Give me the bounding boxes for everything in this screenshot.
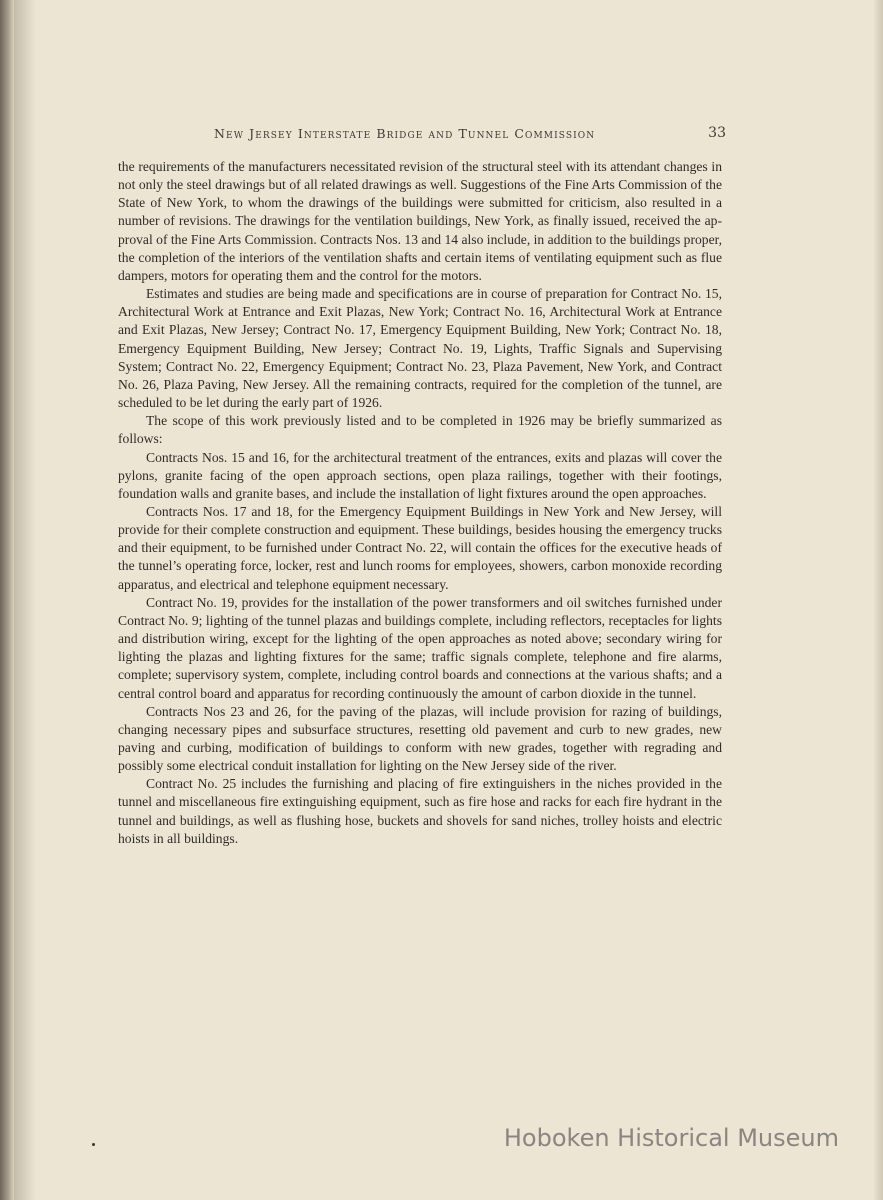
book-binding-edge xyxy=(0,0,14,1200)
page-right-edge xyxy=(873,0,883,1200)
running-title: New Jersey Interstate Bridge and Tunnel Commission xyxy=(214,126,596,141)
running-header xyxy=(118,126,726,148)
paragraph: The scope of this work previously listed and to be completed in 1926 may be briefly summarized as follows: xyxy=(118,413,722,447)
gutter-shadow xyxy=(14,0,36,1200)
paragraph: the requirements of the manufacturers necessitated revision of the structural steel with its attendant changes in not only the steel drawings but of all related drawings as well. Suggestions of the Fine Arts Commission of the State of New York, to whom the drawings of the buildings were submitted for criticism, also resulted in a number of revisions. The drawings for the ventilation buildings, New York, as finally issued, received the approval of the Fine Arts Commission. Contracts Nos. 13 and 14 also include, in addition to the buildings proper, the completion of the interiors of the ventilation shafts and certain items of ventilating equipment such as flue dampers, motors for operating them and the control for the motors. xyxy=(118,159,722,283)
page-number: 33 xyxy=(708,125,726,141)
body-text xyxy=(118,158,722,848)
paragraph: Contract No. 25 includes the furnishing and placing of fire extinguishers in the niches provided in the tunnel and miscellaneous fire extinguishing equipment, such as fire hose and racks for each fire hydrant in the tunnel and buildings, as well as flushing hose, buckets and shovels for sand niches, trolley hoists and electric hoists in all buildings. xyxy=(118,776,722,846)
paragraph: Contracts Nos 23 and 26, for the paving of the plazas, will include provision for razing of buildings, changing necessary pipes and subsurface structures, resetting old pavement and curb to new grades, new paving and curbing, modification of buildings to conform with new grades, together with regrading and possibly some electrical conduit installation for lighting on the New Jersey side of the river. xyxy=(118,703,722,774)
paragraph: Contracts Nos. 17 and 18, for the Emergency Equipment Buildings in New York and New Jersey, will provide for their complete construction and equipment. These buildings, besides housing the emergency trucks and their equipment, to be furnished under Contract No. 22, will contain the offices for the executive heads of the tunnel’s operating force, locker, rest and lunch rooms for employees, showers, carbon monoxide recording apparatus, and electrical and telephone equipment necessary. xyxy=(118,503,722,592)
paragraph: Contract No. 19, provides for the installation of the power transformers and oil switches furnished under Contract No. 9; lighting of the tunnel plazas and buildings complete, including reflectors, receptacles for lights and distribution wiring, except for the lighting of the open approaches as noted above; secondary wiring for lighting the plazas and lighting fixtures for the same; traffic signals complete, telephone and fire alarms, complete; supervisory system, complete, including control boards and connections at the various shafts; and a central control board and apparatus for recording continuously the amount of carbon dioxide in the tunnel. xyxy=(118,594,722,701)
paragraph: Contracts Nos. 15 and 16, for the architectural treatment of the entrances, exits and plazas will cover the pylons, granite facing of the open approach sections, open plaza railings, together with their footings, foundation walls and granite bases, and include the installation of light fixtures around the open approaches. xyxy=(118,449,722,501)
museum-watermark: Hoboken Historical Museum xyxy=(503,1124,839,1152)
ink-speck xyxy=(92,1143,95,1146)
paragraph: Estimates and studies are being made and specifications are in course of preparation for Contract No. 15, Architectural Work at Entrance and Exit Plazas, New York; Contract No. 16, Architectural Work at Entrance and Exit Plazas, New Jersey; Contract No. 17, Emergency Equipment Building, New York; Contract No. 18, Emergency Equipment Building, New Jersey; Contract No. 19, Lights, Traffic Signals and Supervising System; Contract No. 22, Emergency Equipment; Contract No. 23, Plaza Pavement, New York, and Contract No. 26, Plaza Paving, New Jersey. All the remaining contracts, required for the completion of the tunnel, are scheduled to be let during the early part of 1926. xyxy=(118,286,722,411)
